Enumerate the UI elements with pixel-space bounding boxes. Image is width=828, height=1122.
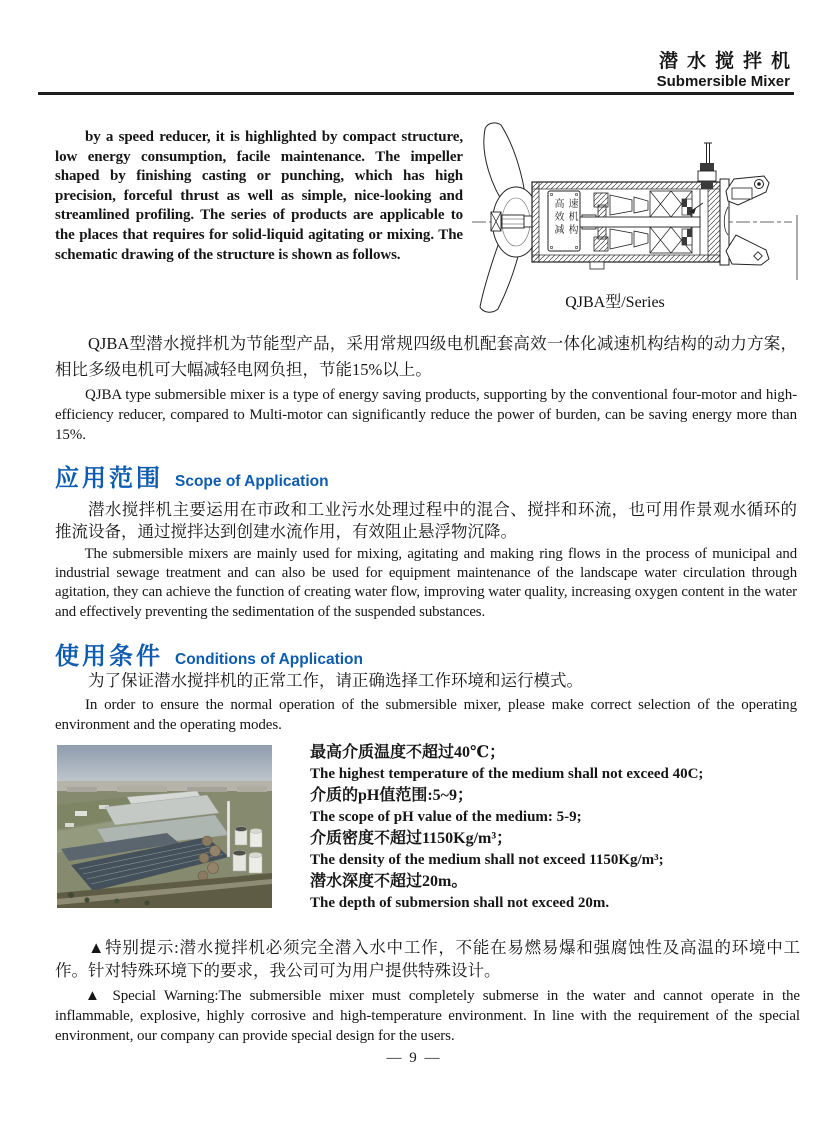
section-heading-scope [55, 458, 329, 493]
page-title-en: Submersible Mixer [656, 72, 790, 90]
conditions-list [310, 742, 810, 914]
page-title-cn: 潜水搅拌机 [658, 51, 799, 72]
warning-paragraph-en: ▲ Special Warning:The submersible mixer must completely submerse in the water and cannot operate in the inflammable, explosive, highly corrosive and high-temperature environment. In line with the requirement of the special environment, our company can provide special design for the users. [55, 988, 800, 1044]
warning-paragraph-cn: ▲特别提示:潜水搅拌机必须完全潜入水中工作，不能在易燃易爆和强腐蚀性及高温的环境中工作。针对特殊环境下的要求，我公司可为用户提供特殊设计。 [55, 938, 800, 980]
mixer-drawing-svg [470, 115, 800, 315]
page-header [656, 51, 799, 90]
section-heading-conditions [55, 636, 363, 671]
conditions-intro-en: In order to ensure the normal operation of the submersible mixer, please make correct selection of the operating environment and the operating modes. [55, 697, 797, 733]
conditions-intro-cn: 为了保证潜水搅拌机的正常工作，请正确选择工作环境和运行模式。 [88, 671, 583, 690]
scope-paragraph-cn: 潜水搅拌机主要运用在市政和工业污水处理过程中的混合、搅拌和环流，也可用作景观水循环的推流设备，通过搅拌达到创建水流作用，有效阻止悬浮物沉降。 [55, 500, 797, 541]
mixer-cutaway-drawing [470, 115, 800, 315]
condition-line: 介质密度不超过1150Kg/m³； [310, 830, 513, 847]
qjba-paragraph-en: QJBA type submersible mixer is a type of energy saving products, supporting by the conventional four-motor and high-efficiency reducer, compared to Multi-motor can significantly reduce the power of burden, can be saving energy more than 15%. [55, 387, 797, 443]
gearbox-callout-box [549, 192, 579, 250]
qjba-paragraph-cn: QJBA型潜水搅拌机为节能型产品，采用常规四级电机配套高效一体化减速机构结构的动力方案，相比多级电机可大幅减轻电网负担，节能15%以上。 [55, 334, 797, 379]
condition-line: 介质的pH值范围:5~9； [310, 787, 473, 804]
header-rule [38, 92, 794, 95]
condition-line: The depth of submersion shall not exceed 20m. [310, 894, 610, 911]
condition-line: The density of the medium shall not exceed 1150Kg/m³; [310, 851, 664, 868]
drawing-caption: QJBA型/Series [565, 294, 665, 311]
page-number: — 9 — [386, 1050, 442, 1066]
treatment-plant-photo-svg [57, 745, 272, 908]
conditions-heading-cn: 使用条件 [55, 643, 163, 670]
condition-line: 最高介质温度不超过40℃； [310, 744, 506, 761]
scope-paragraph-en: The submersible mixers are mainly used for mixing, agitating and making ring flows in the process of municipal and industrial sewage treatment and can also be used for equipment maintenance of the landscape water circulation through agitation, they can achieve the function of creating water flow, improving water quality, increasing oxygen content in the water and effectively preventing the sedimentation of the suspended substances. [55, 546, 797, 620]
treatment-plant-photo [57, 745, 272, 908]
conditions-heading-en: Conditions of Application [175, 651, 363, 668]
condition-line: The highest temperature of the medium shall not exceed 40C; [310, 765, 704, 782]
condition-line: 潜水深度不超过20m。 [310, 873, 468, 890]
intro-paragraph: by a speed reducer, it is highlighted by compact structure, low energy consumption, facile maintenance. The impeller shaped by finishing casting or punching, which has high precision, forceful thrust as well as simple, nice-looking and streamlined profiling. The series of products are applicable to the places that requires for solid-liquid agitating or mixing. The schematic drawing of the structure is shown as follows. [55, 129, 463, 263]
gearbox-callout-text: 高效减速机构 [552, 198, 577, 237]
scope-heading-en: Scope of Application [175, 473, 329, 490]
scope-heading-cn: 应用范围 [55, 465, 163, 492]
condition-line: The scope of pH value of the medium: 5-9; [310, 808, 582, 825]
